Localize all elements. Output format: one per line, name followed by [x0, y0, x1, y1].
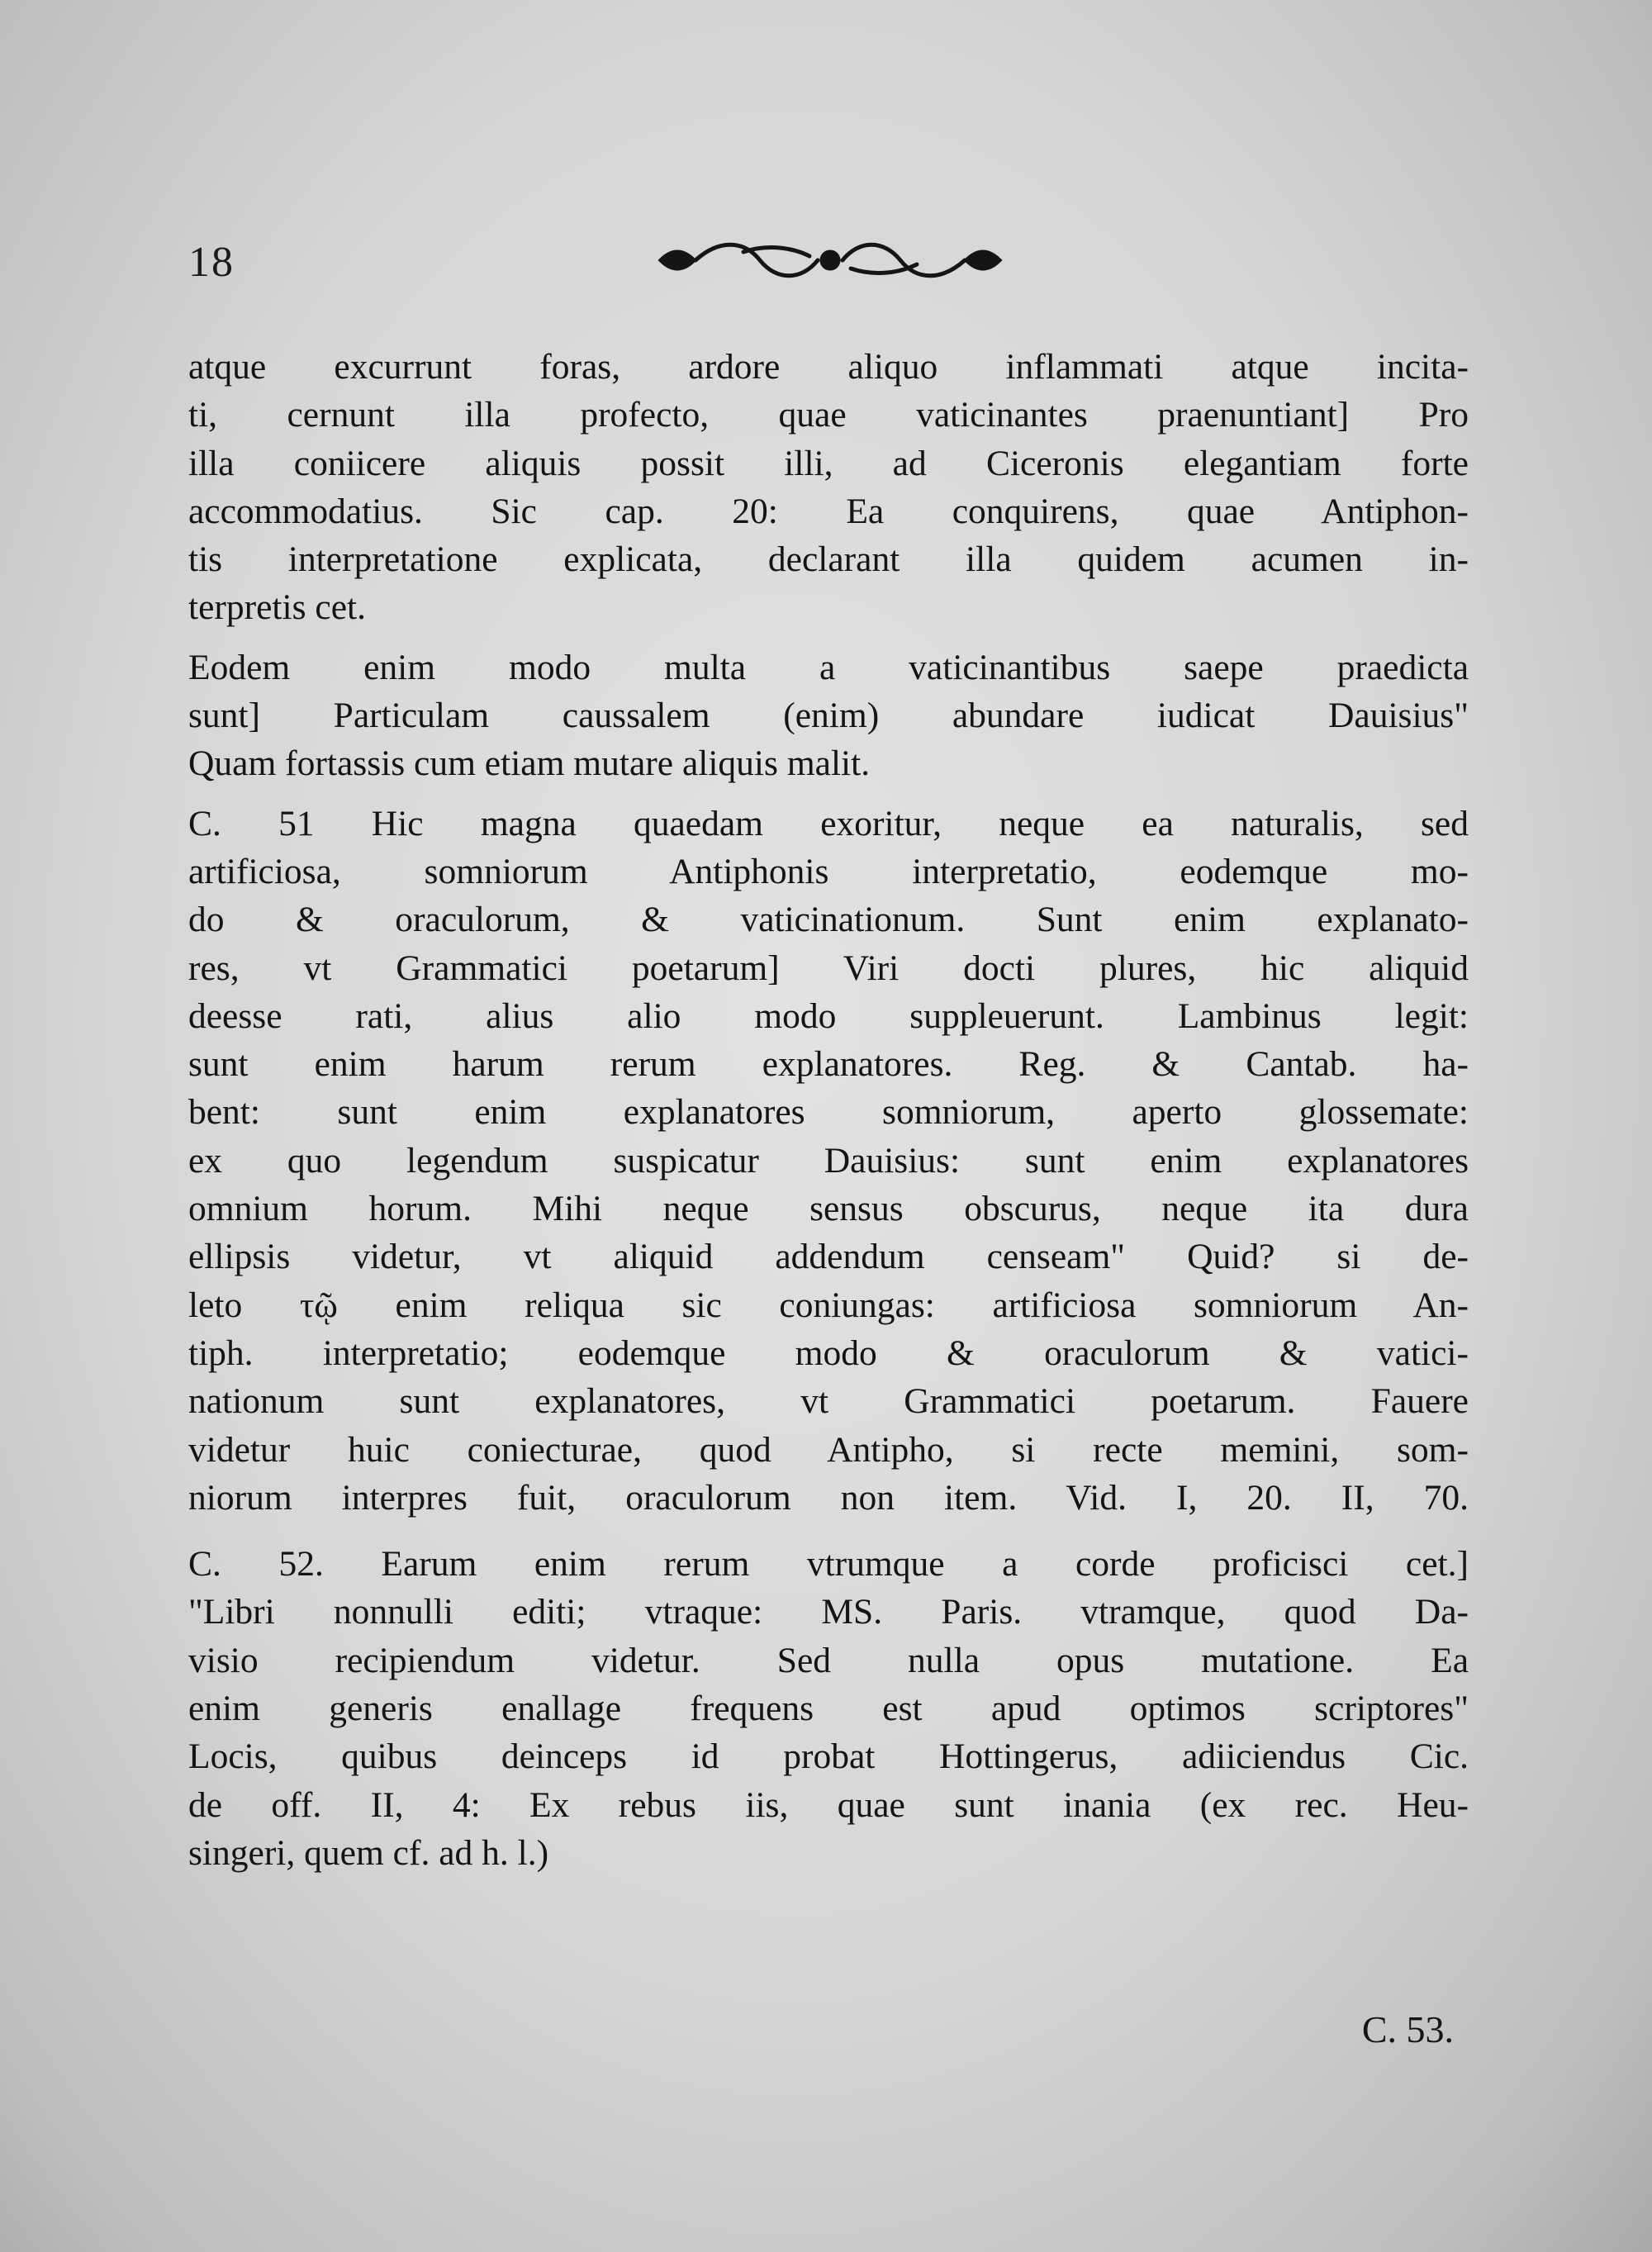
text-line: visio recipiendum videtur. Sed nulla opus mutatione. Ea [188, 1640, 1469, 1680]
text-line: Quam fortassis cum etiam mutare aliquis malit. [188, 744, 871, 784]
text-line: Locis, quibus deinceps id probat Hottingerus, adiiciendus Cic. [188, 1737, 1469, 1777]
text-line: artificiosa, somniorum Antiphonis interpretatio, eodemque mo- [188, 851, 1469, 891]
text-line: ti, cernunt illa profecto, quae vaticinantes praenuntiant] Pro [188, 395, 1469, 435]
text-line: Eodem enim modo multa a vaticinantibus saepe praedicta [188, 647, 1469, 687]
text-line: nationum sunt explanatores, vt Grammatici poetarum. Fauere [188, 1381, 1469, 1422]
text-line: de off. II, 4: Ex rebus iis, quae sunt inania (ex rec. Heu- [188, 1784, 1469, 1825]
catchword: C. 53. [1361, 2008, 1454, 2050]
text-line: do & oraculorum, & vaticinationum. Sunt enim explanato- [188, 900, 1469, 940]
text-line: leto τῷ enim reliqua sic coniungas: artificiosa somniorum An- [188, 1285, 1469, 1325]
text-line: atque excurrunt foras, ardore aliquo inflammati atque incita- [188, 347, 1469, 387]
paragraph [188, 1540, 1469, 1877]
text-line: ellipsis videtur, vt aliquid addendum censeam" Quid? si de- [188, 1237, 1469, 1277]
text-line: tis interpretatione explicata, declarant illa quidem acumen in- [188, 539, 1469, 580]
text-line: ex quo legendum suspicatur Dauisius: sunt enim explanatores [188, 1140, 1469, 1181]
text-line: singeri, quem cf. ad h. l.) [188, 1832, 549, 1873]
text-line: sunt] Particulam caussalem (enim) abundare iudicat Dauisius" [188, 696, 1469, 736]
text-line: tiph. interpretatio; eodemque modo & oraculorum & vatici- [188, 1333, 1469, 1373]
page-number: 18 [188, 239, 235, 286]
text-line: accommodatius. Sic cap. 20: Ea conquirens, quae Antiphon- [188, 491, 1469, 531]
text-line: sunt enim harum rerum explanatores. Reg. & Cantab. ha- [188, 1044, 1469, 1085]
paragraph [188, 800, 1469, 1522]
text-line: omnium horum. Mihi neque sensus obscurus, neque ita dura [188, 1189, 1469, 1229]
paragraph [188, 644, 1469, 788]
text-line: niorum interpres fuit, oraculorum non item. Vid. I, 20. II, 70. [188, 1477, 1469, 1518]
text-line: videtur huic coniecturae, quod Antipho, si recte memini, som- [188, 1429, 1469, 1470]
text-line: C. 52. Earum enim rerum vtrumque a corde proficisci cet.] [188, 1544, 1469, 1584]
text-line: "Libri nonnulli editi; vtraque: MS. Paris. vtramque, quod Da- [188, 1592, 1469, 1632]
text-line: res, vt Grammatici poetarum] Viri docti plures, hic aliquid [188, 948, 1469, 988]
paragraph [188, 343, 1469, 632]
body-text [188, 343, 1469, 1877]
text-line: bent: sunt enim explanatores somniorum, aperto glossemate: [188, 1092, 1469, 1133]
text-line: enim generis enallage frequens est apud optimos scriptores" [188, 1689, 1469, 1729]
text-line: terpretis cet. [188, 587, 366, 628]
text-line: C. 51 Hic magna quaedam exoritur, neque ea naturalis, sed [188, 803, 1469, 843]
text-line: deesse rati, alius alio modo suppleuerunt. Lambinus legit: [188, 995, 1469, 1036]
headpiece-ornament-icon [644, 227, 1016, 293]
text-line: illa coniicere aliquis possit illi, ad Ciceronis elegantiam forte [188, 443, 1469, 483]
